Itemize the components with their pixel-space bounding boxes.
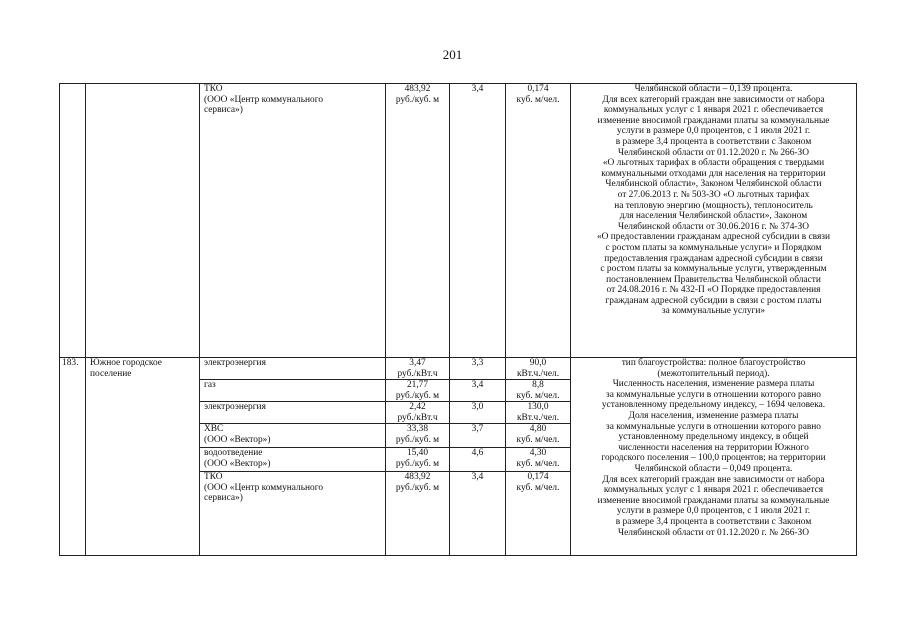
note-line: в размере 3,4 процента в соответствии с Законом (615, 136, 812, 147)
note-line: Челябинской области от 01.12.2020 г. № 266-ЗО (618, 527, 809, 538)
table-row (60, 84, 857, 358)
volume-value: 4,80 куб. м/чел. (506, 423, 570, 447)
note-line: услуги в размере 0,0 процентов, с 1 июля 2021 г. (616, 126, 811, 137)
note-line: Численность населения, изменение размера платы (612, 379, 815, 390)
note-line: за коммунальные услуги в отношении которого равно (605, 421, 821, 432)
service-name-cell (200, 358, 386, 556)
note-line: «О предоставлении гражданам адресной субсидии в связи (596, 232, 831, 243)
note-line: для населения Челябинской области», Законом (619, 211, 808, 222)
tariff-cell (386, 358, 450, 556)
volume-value: 0,174 куб. м/чел. (516, 84, 560, 105)
growth-value: 3,3 (471, 358, 484, 368)
growth-value: 3,0 (450, 401, 505, 423)
service-name: ТКО (ООО «Центр коммунального сервиса») (200, 471, 385, 555)
note-line: коммунальных услуг с 1 января 2021 г. обеспечивается (603, 485, 824, 496)
row-number-cell (60, 84, 86, 358)
growth-cell (450, 84, 506, 358)
tariff-value: 483,92 руб./куб. м (386, 471, 449, 555)
volume-value: 0,174 куб. м/чел. (506, 471, 570, 555)
growth-cell (450, 358, 506, 556)
tariff-value: 33,38 руб./куб. м (386, 423, 449, 447)
note-line: Челябинской области от 30.06.2016 г. № 374-ЗО (618, 221, 809, 232)
page-number: 201 (442, 47, 463, 62)
growth-value: 3,4 (450, 471, 505, 555)
note-line: Для всех категорий граждан вне зависимости от набора (602, 474, 825, 485)
tariff-value: 483,92 руб./куб. м (395, 84, 440, 105)
note-line: предоставления гражданам адресной субсидии в связи (604, 253, 823, 264)
row-number-cell: 183. (60, 358, 86, 556)
service-name: электроэнергия (204, 358, 266, 368)
note-line: изменение вносимой гражданами платы за коммунальные (597, 115, 830, 126)
note-line: (межотопительный период). (657, 368, 770, 379)
volume-value: 8,8 куб. м/чел. (506, 379, 570, 401)
service-name: газ (200, 379, 385, 401)
note-cell (571, 358, 857, 556)
growth-value: 3,7 (450, 423, 505, 447)
growth-value: 3,4 (450, 379, 505, 401)
note-line: от 24.08.2016 г. № 432-П «О Порядке предоставления (606, 285, 821, 296)
tariff-value: 3,47 руб./кВт.ч (397, 358, 438, 379)
note-line: Челябинской области – 0,139 процента. (634, 84, 793, 94)
note-line: Челябинской области», Законом Челябинской области (605, 179, 822, 190)
note-line: установленному предельному индексу, – 1694 человека. (601, 400, 826, 411)
volume-value: 90,0 кВт.ч./чел. (516, 358, 560, 379)
volume-value: 4,30 куб. м/чел. (506, 447, 570, 471)
service-name: ХВС (ООО «Вектор») (200, 423, 385, 447)
volume-cell (506, 84, 571, 358)
note-cell (571, 84, 857, 358)
note-line: в размере 3,4 процента в соответствии с Законом (615, 516, 812, 527)
growth-value: 3,4 (471, 84, 484, 94)
note-line: за коммунальные услуги» (661, 306, 766, 317)
note-line: «О льготных тарифах в области обращения с твердыми (602, 158, 825, 169)
note-line: с ростом платы за коммунальные услуги, утвержденным (600, 264, 827, 275)
note-line: Челябинской области – 0,049 процента. (634, 463, 793, 474)
note-line: Для всех категорий граждан вне зависимости от набора (602, 94, 825, 105)
note-line: городского поселения – 100,0 процентов; на территории (601, 453, 826, 464)
note-line: изменение вносимой гражданами платы за коммунальные (597, 495, 830, 506)
note-line: с ростом платы за коммунальные услуги» и Порядком (605, 242, 822, 253)
volume-cell (506, 358, 571, 556)
service-name: электроэнергия (200, 401, 385, 423)
table-row (60, 358, 857, 556)
note-line: коммунальными отходами для населения на территории (601, 168, 826, 179)
note-line: установленному предельному индексу, в общей (618, 432, 809, 443)
service-name-cell (200, 84, 386, 358)
note-line: постановлением Правительства Челябинской области (606, 274, 821, 285)
note-line: за коммунальные услуги в отношении которого равно (605, 389, 821, 400)
note-line: коммунальных услуг с 1 января 2021 г. обеспечивается (603, 105, 824, 116)
note-line: гражданам адресной субсидии в связи с ростом платы (605, 295, 822, 306)
note-line: тип благоустройства: полное благоустройство (621, 358, 806, 368)
tariff-table (59, 83, 857, 556)
note-line: Доля населения, изменение размера платы (628, 410, 799, 421)
volume-value: 130,0 кВт.ч./чел. (506, 401, 570, 423)
tariff-value: 2,42 руб./кВт.ч (386, 401, 449, 423)
settlement-name-cell (86, 84, 200, 358)
service-name: ТКО (ООО «Центр коммунального сервиса») (204, 84, 324, 116)
note-line: численности населения на территории Южного (618, 442, 809, 453)
settlement-name-cell: Южное городское поселение (86, 358, 200, 556)
tariff-cell (386, 84, 450, 358)
note-line: услуги в размере 0,0 процентов, с 1 июля 2021 г. (616, 506, 811, 517)
tariff-value: 21,77 руб./куб. м (386, 379, 449, 401)
service-name: водоотведение (ООО «Вектор») (200, 447, 385, 471)
note-line: от 27.06.2013 г. № 503-ЗО «О льготных тарифах (617, 189, 810, 200)
note-line: Челябинской области от 01.12.2020 г. № 266-ЗО (618, 147, 809, 158)
tariff-value: 15,40 руб./куб. м (386, 447, 449, 471)
note-line: на тепловую энергию (мощность), теплоноситель (614, 200, 813, 211)
growth-value: 4,6 (450, 447, 505, 471)
